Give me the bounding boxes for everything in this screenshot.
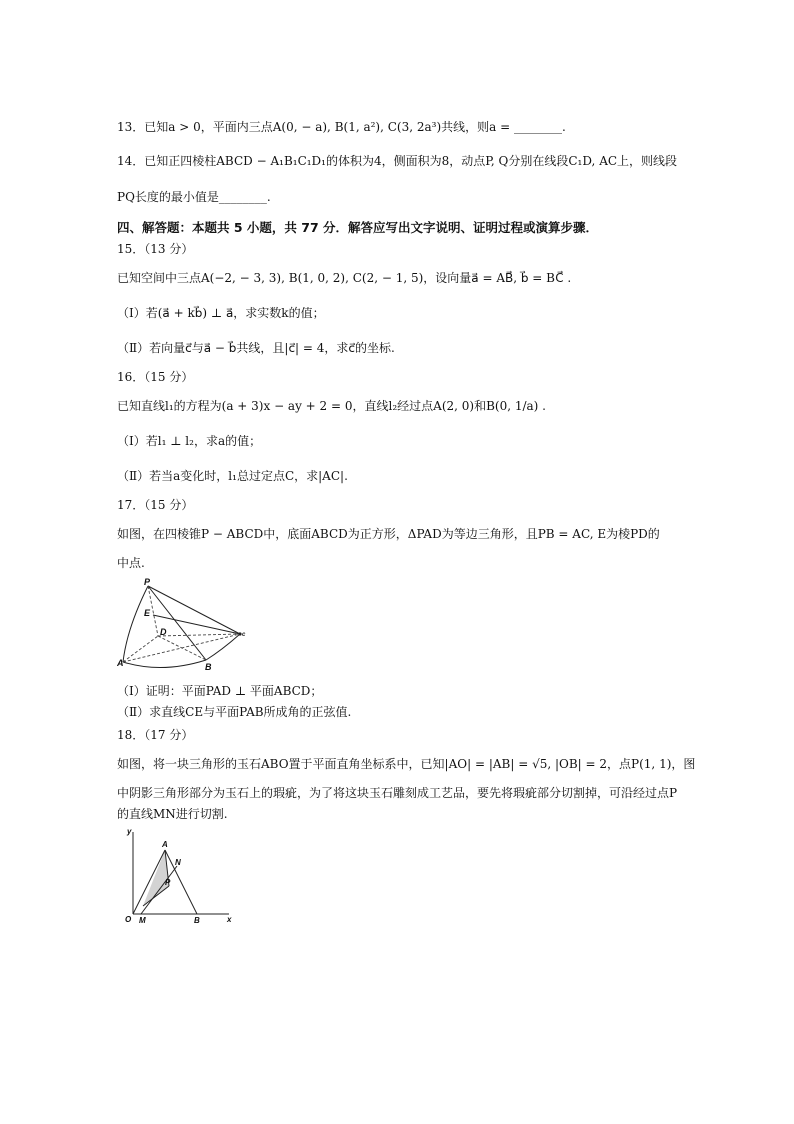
edge-ab: [123, 660, 206, 668]
q15-stem: 已知空间中三点A(−2, − 3, 3), B(1, 0, 2), C(2, − 1, 5)，设向量a⃗ = AB⃗, b⃗ = BC⃗ .: [117, 271, 572, 285]
q15-header: 15．（13 分）: [117, 242, 194, 256]
coordinate-figure: [117, 826, 235, 926]
q16-header: 16．（15 分）: [117, 370, 194, 384]
q17-stem1: 如图，在四棱锥P − ABCD中，底面ABCD为正方形，ΔPAD为等边三角形，且PB = AC, E为棱PD的: [117, 527, 660, 541]
label-e: E: [144, 608, 151, 618]
label-d: D: [160, 627, 167, 637]
label-m: M: [139, 916, 146, 925]
q14-line2: PQ长度的最小值是________.: [117, 190, 271, 204]
q17-part2: （Ⅱ）求直线CE与平面PAB所成角的正弦值.: [117, 705, 352, 719]
label-y-axis: y: [127, 827, 132, 836]
diagonal-db: [158, 636, 206, 660]
section-heading: 四、解答题：本题共 5 小题，共 77 分．解答应写出文字说明、证明过程或演算步骤．: [117, 220, 599, 235]
label-o: O: [125, 915, 132, 924]
q18-header: 18．（17 分）: [117, 728, 194, 742]
q17-stem2: 中点.: [117, 556, 145, 570]
q17-header: 17．（15 分）: [117, 498, 194, 512]
q18-stem3: 的直线MN进行切割.: [117, 807, 228, 821]
label-b: B: [205, 662, 212, 672]
label-c: c: [242, 632, 246, 638]
q16-part2: （Ⅱ）若当a变化时，l₁总过定点C，求|AC|.: [117, 469, 348, 483]
label-n: N: [175, 858, 181, 867]
label-p-pt: P: [165, 878, 171, 887]
label-a: A: [117, 658, 124, 668]
q15-part2: （Ⅱ）若向量c⃗与a⃗ − b⃗共线，且|c⃗| = 4，求c⃗的坐标.: [117, 341, 395, 355]
label-x-axis: x: [227, 915, 232, 924]
q16-stem: 已知直线l₁的方程为(a + 3)x − ay + 2 = 0，直线l₂经过点A(2, 0)和B(0, 1/a) .: [117, 399, 546, 413]
q18-stem2: 中阴影三角形部分为玉石上的瑕疵，为了将这块玉石雕刻成工艺品，要先将瑕疵部分切割掉，可沿经过点P: [117, 786, 678, 800]
q15-part1: （Ⅰ）若(a⃗ + kb⃗) ⊥ a⃗，求实数k的值；: [117, 306, 325, 320]
label-a-pt: A: [162, 840, 168, 849]
q18-stem1: 如图，将一块三角形的玉石ABO置于平面直角坐标系中，已知|AO| = |AB| = √5, |OB| = 2，点P(1, 1)，图: [117, 757, 696, 771]
q13-text: 13．已知a > 0，平面内三点A(0, − a), B(1, a²), C(3, 2a³)共线，则a = ________.: [117, 120, 566, 134]
edge-pa: [123, 586, 148, 662]
q16-part1: （Ⅰ）若l₁ ⊥ l₂，求a的值；: [117, 434, 262, 448]
label-p: P: [144, 578, 151, 587]
q14-line1: 14．已知正四棱柱ABCD − A₁B₁C₁D₁的体积为4，侧面积为8，动点P, Q分别在线段C₁D, AC上，则线段: [117, 154, 678, 168]
edge-dc: [158, 634, 240, 636]
q17-part1: （Ⅰ）证明：平面PAD ⊥ 平面ABCD；: [117, 684, 323, 698]
label-b-pt: B: [194, 916, 200, 925]
pyramid-figure: [117, 578, 249, 672]
